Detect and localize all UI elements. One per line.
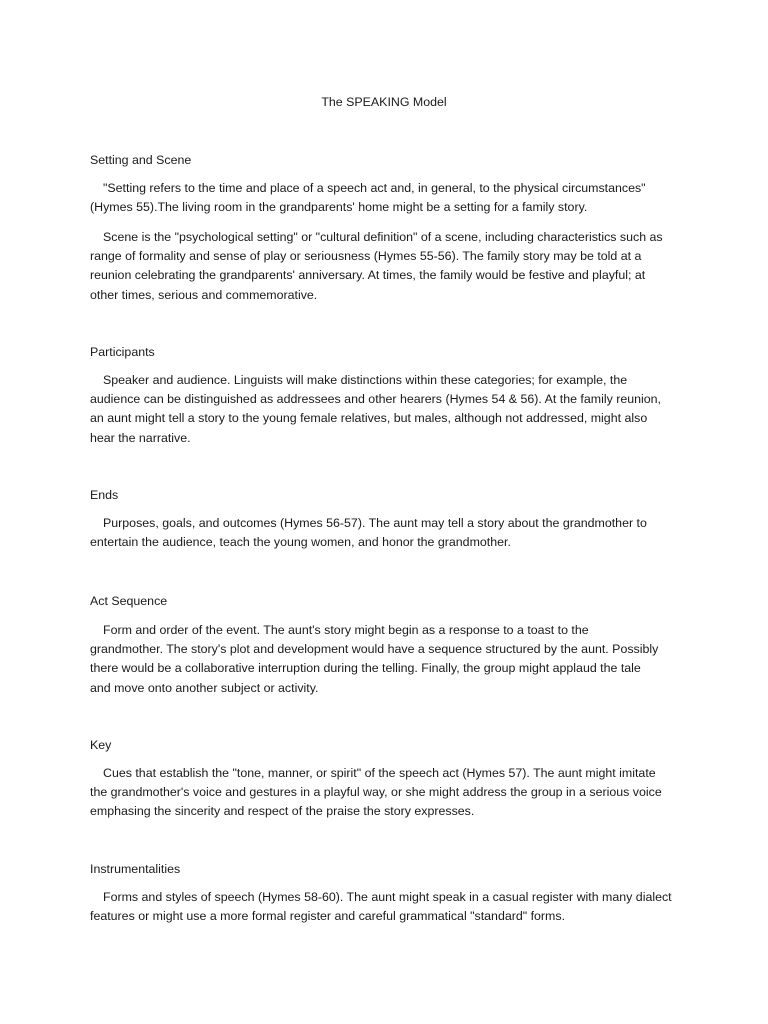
- paragraph-line: "Setting refers to the time and place of a speech act and, in general, to the physical circumstances": [103, 181, 646, 195]
- paragraph-line: reunion celebrating the grandparents' anniversary. At times, the family would be festive and playful; at: [90, 268, 646, 283]
- paragraph-act-sequence: [90, 621, 680, 698]
- paragraph-ends: [90, 514, 680, 552]
- paragraph-line: Forms and styles of speech (Hymes 58-60). The aunt might speak in a casual register with many dialect: [103, 890, 672, 904]
- section-heading-setting-and-scene: Setting and Scene: [90, 153, 192, 167]
- paragraph-line: Speaker and audience. Linguists will make distinctions within these categories; for example, the: [103, 373, 628, 387]
- paragraph-line: range of formality and sense of play or seriousness (Hymes 55-56). The family story may be told at a: [90, 249, 642, 264]
- section-heading-ends: Ends: [90, 488, 119, 502]
- section-heading-instrumentalities: Instrumentalities: [90, 862, 181, 876]
- paragraph-line: Form and order of the event. The aunt's story might begin as a response to a toast to the: [103, 623, 589, 637]
- section-heading-act-sequence: Act Sequence: [90, 594, 168, 608]
- paragraph-line: Cues that establish the "tone, manner, or spirit" of the speech act (Hymes 57). The aunt might imitate: [103, 766, 656, 780]
- paragraph-scene: [90, 228, 680, 305]
- paragraph-instrumentalities: [90, 888, 680, 926]
- paragraph-key: [90, 764, 680, 822]
- paragraph-line: the grandmother's voice and gestures in a playful way, or she might address the group in a serious voice: [90, 785, 662, 800]
- paragraph-setting: [90, 179, 680, 217]
- paragraph-line: features or might use a more formal register and careful grammatical "standard" forms.: [90, 909, 566, 924]
- paragraph-line: Purposes, goals, and outcomes (Hymes 56-57). The aunt may tell a story about the grandmother to: [103, 516, 647, 530]
- paragraph-line: entertain the audience, teach the young women, and honor the grandmother.: [90, 535, 511, 550]
- paragraph-participants: [90, 371, 680, 448]
- section-heading-key: Key: [90, 738, 112, 752]
- paragraph-line: and move onto another subject or activity.: [90, 680, 319, 695]
- document-title: The SPEAKING Model: [321, 95, 447, 109]
- paragraph-line: other times, serious and commemorative.: [90, 287, 318, 302]
- paragraph-line: an aunt might tell a story to the young female relatives, but males, although not addressed, might also: [90, 411, 648, 426]
- paragraph-line: hear the narrative.: [90, 430, 191, 445]
- section-heading-participants: Participants: [90, 345, 155, 359]
- paragraph-line: there would be a collaborative interruption during the telling. Finally, the group might applaud the tale: [90, 661, 641, 676]
- paragraph-line: Scene is the "psychological setting" or "cultural definition" of a scene, including characteristics such as: [103, 230, 663, 244]
- paragraph-line: grandmother. The story's plot and development would have a sequence structured by the aunt. Possibly: [90, 642, 659, 657]
- paragraph-line: (Hymes 55).The living room in the grandparents' home might be a setting for a family story.: [90, 200, 588, 215]
- paragraph-line: audience can be distinguished as addressees and other hearers (Hymes 54 & 56). At the family reunion,: [90, 392, 661, 407]
- paragraph-line: emphasing the sincerity and respect of the praise the story expresses.: [90, 804, 475, 819]
